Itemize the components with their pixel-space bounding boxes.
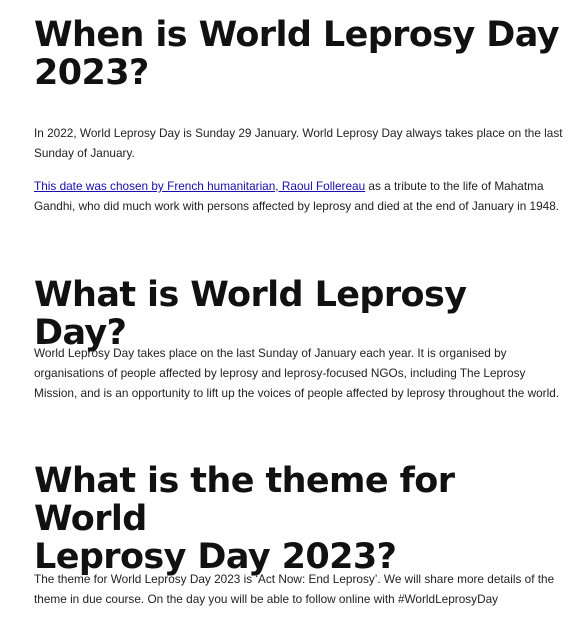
heading-when-is-world-leprosy-day	[34, 16, 559, 92]
paragraph-date-origin	[34, 176, 564, 216]
heading-line: What is the theme for World	[34, 461, 455, 539]
link-raoul-follereau[interactable]: This date was chosen by French humanitarian, Raoul Follereau	[34, 179, 366, 193]
paragraph-about-day: World Leprosy Day takes place on the last Sunday of January each year. It is organised by organisations of people affected by leprosy and leprosy-focused NGOs, including The Leprosy Mission, and is an opportunity to lift up the voices of people affected by leprosy throughout the world.	[34, 346, 560, 400]
paragraph-text: as a tribute to the life of Mahatma Gandhi, who did much work with persons affected by leprosy and died at the end of January in 1948.	[34, 179, 560, 213]
heading-line: Leprosy Day 2023?	[34, 537, 397, 577]
heading-theme-2023	[34, 462, 564, 576]
paragraph-theme: The theme for World Leprosy Day 2023 is ‘Act Now: End Leprosy’. We will share more details of the theme in due course. On the day you will be able to follow online with #WorldLeprosyDay	[34, 572, 555, 606]
heading-what-is-world-leprosy-day	[34, 276, 564, 352]
paragraph-date-2022: In 2022, World Leprosy Day is Sunday 29 January. World Leprosy Day always takes place on the last Sunday of January.	[34, 126, 563, 160]
heading-line: What is World Leprosy Day?	[34, 275, 467, 353]
heading-line: 2023?	[34, 53, 149, 93]
heading-line: When is World Leprosy Day	[34, 15, 559, 55]
